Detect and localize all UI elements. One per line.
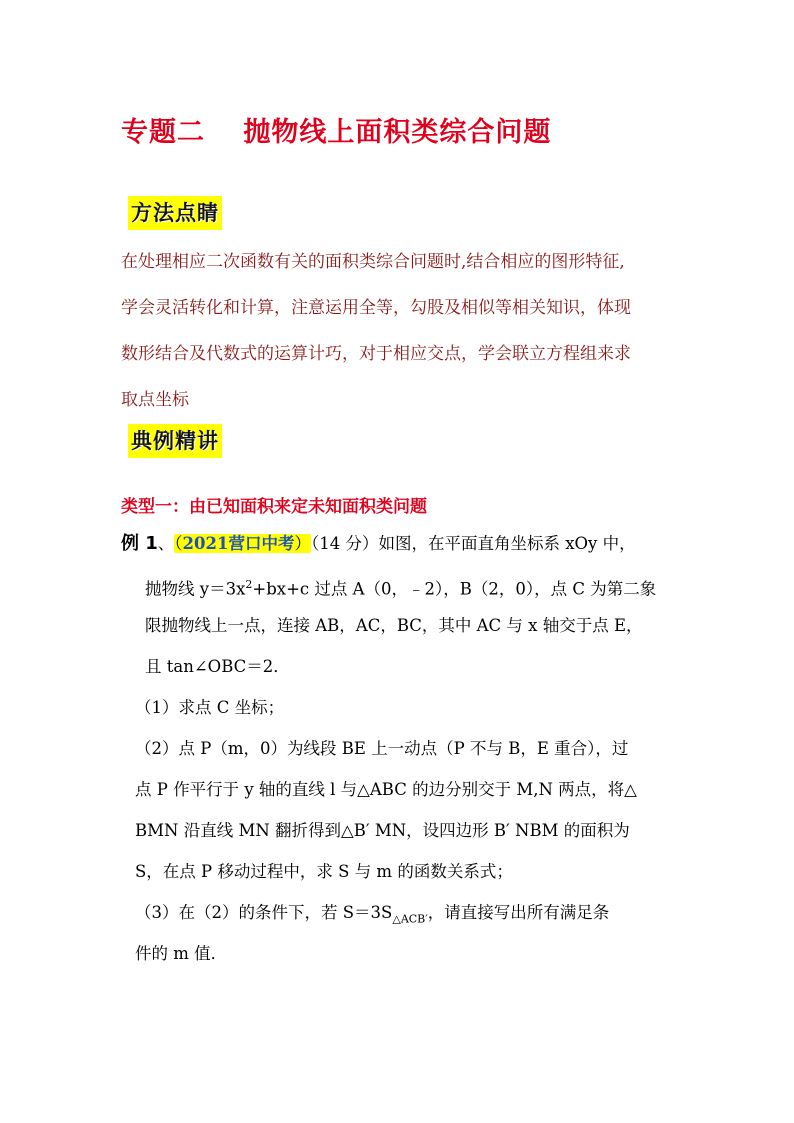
- example-label: 例 1: [121, 533, 158, 554]
- problem-line-3: 限抛物线上一点，连接 AB，AC，BC，其中 AC 与 x 轴交于点 E，: [145, 616, 643, 635]
- score-label: （14 分）: [310, 534, 379, 553]
- problem-line-1: [121, 530, 701, 571]
- problem-text: 如图，在平面直角坐标系 xOy 中，: [378, 534, 636, 553]
- source-open: （: [174, 534, 183, 553]
- intro-paragraph: [121, 248, 691, 432]
- subscript: △ACB′: [392, 912, 428, 926]
- problem-line-4: 且 tan∠OBC＝2．: [145, 657, 290, 676]
- source-citation: [174, 534, 311, 553]
- question-2-line-1: （2）点 P（m，0）为线段 BE 上一动点（P 不与 B，E 重合），过: [135, 739, 629, 758]
- type-heading: 类型一：由已知面积来定未知面积类问题: [121, 497, 427, 517]
- example-section-badge: 典例精讲: [128, 424, 222, 458]
- page-title: 专题二 抛物线上面积类综合问题: [121, 117, 552, 148]
- question-1: （1）求点 C 坐标；: [135, 698, 285, 717]
- source-place: 营口中考: [228, 534, 295, 553]
- intro-line: 学会灵活转化和计算，注意运用全等，勾股及相似等相关知识，体现: [121, 298, 631, 318]
- problem-text: （3）在（2）的条件下，若 S＝3S: [135, 903, 393, 922]
- question-2-line-3: BMN 沿直线 MN 翻折得到△B′ MN，设四边形 B′ NBM 的面积为: [135, 821, 630, 840]
- method-section-badge: 方法点睛: [128, 196, 222, 230]
- exponent: 2: [245, 578, 253, 591]
- question-3-line-2: 件的 m 值．: [135, 944, 228, 963]
- problem-line-2: [121, 571, 701, 612]
- question-3-line-1: [121, 899, 701, 940]
- intro-line: 数形结合及代数式的运算计巧，对于相应交点，学会联立方程组来求: [121, 344, 631, 364]
- intro-line: 取点坐标: [121, 390, 189, 410]
- problem-text: ，请直接写出所有满足条: [427, 903, 610, 922]
- example-separator: 、: [157, 534, 175, 553]
- question-2-line-4: S，在点 P 移动过程中，求 S 与 m 的函数关系式；: [135, 862, 513, 881]
- example-problem: [121, 530, 701, 981]
- problem-text: 抛物线 y＝3x: [145, 579, 246, 599]
- question-2-line-2: 点 P 作平行于 y 轴的直线 l 与△ABC 的边分别交于 M,N 两点，将△: [135, 780, 637, 799]
- intro-line: 在处理相应二次函数有关的面积类综合问题时,结合相应的图形特征,: [121, 252, 625, 272]
- problem-text: +bx+c 过点 A（0，﹣2），B（2，0），点 C 为第二象: [252, 579, 657, 599]
- source-year: 2021: [182, 534, 229, 553]
- source-close: ）: [294, 534, 311, 553]
